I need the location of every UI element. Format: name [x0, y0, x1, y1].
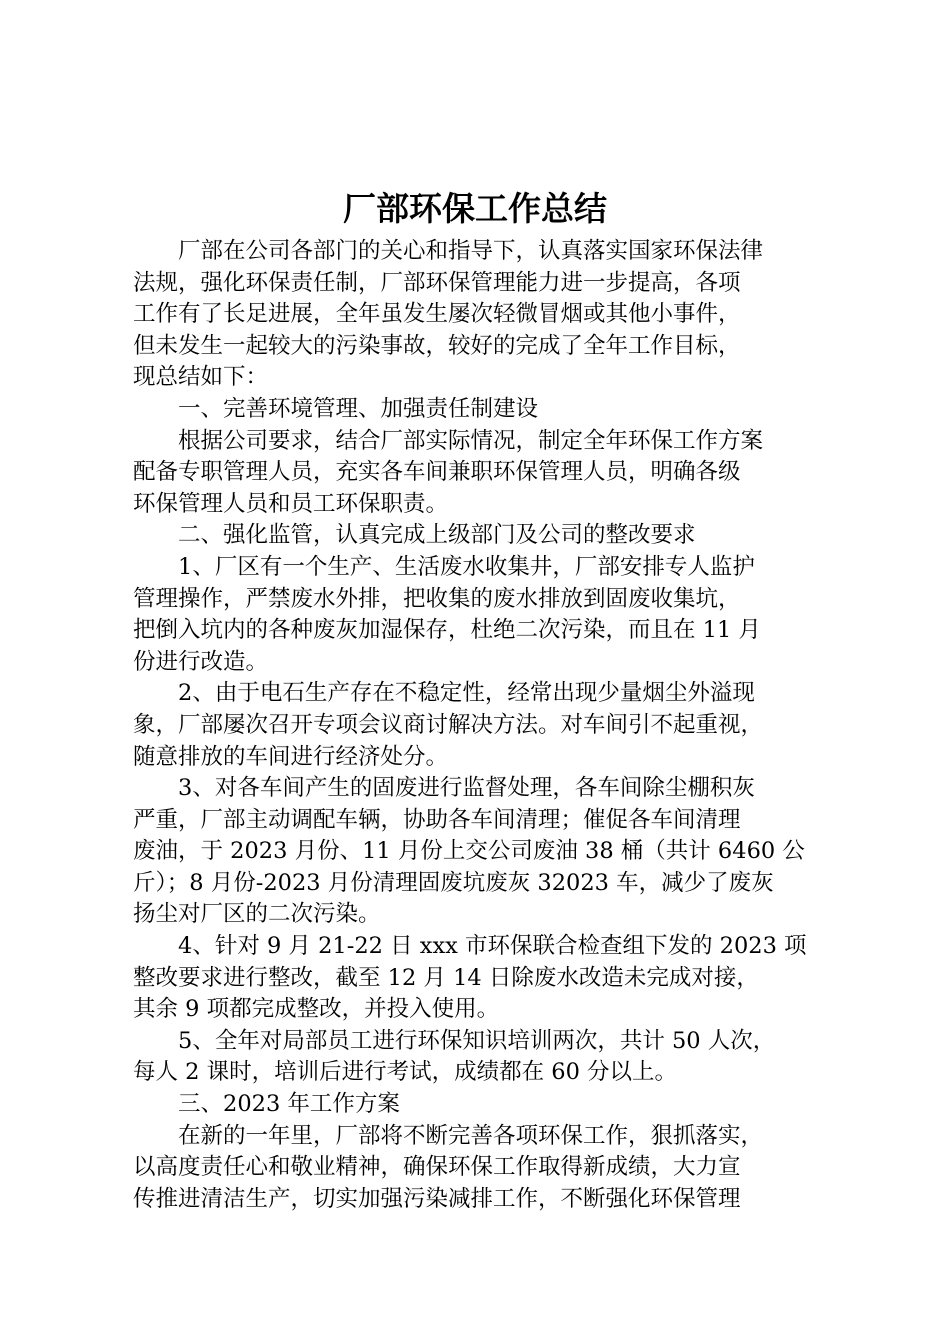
body-line: 但未发生一起较大的污染事故，较好的完成了全年工作目标，	[133, 332, 741, 359]
body-line: 扬尘对厂区的二次污染。	[133, 901, 381, 928]
body-line: 把倒入坑内的各种废灰加湿保存，杜绝二次污染，而且在 11 月	[133, 617, 761, 644]
document-title: 厂部环保工作总结	[343, 189, 607, 228]
body-line: 法规，强化环保责任制，厂部环保管理能力进一步提高，各项	[133, 269, 741, 296]
body-line: 随意排放的车间进行经济处分。	[133, 743, 449, 770]
body-line: 一、完善环境管理、加强责任制建设	[178, 395, 539, 422]
body-line: 象，厂部屡次召开专项会议商讨解决方法。对车间引不起重视，	[133, 711, 764, 738]
document-body	[133, 236, 833, 1215]
body-line: 三、2023 年工作方案	[178, 1091, 400, 1118]
body-line: 3、对各车间产生的固废进行监督处理，各车间除尘棚积灰	[178, 775, 755, 802]
body-line: 以高度责任心和敬业精神，确保环保工作取得新成绩，大力宣	[133, 1154, 741, 1181]
body-line: 传推进清洁生产，切实加强污染减排工作，不断强化环保管理	[133, 1185, 741, 1212]
body-line: 5、全年对局部员工进行环保知识培训两次，共计 50 人次，	[178, 1027, 776, 1054]
body-line: 严重，厂部主动调配车辆，协助各车间清理；催促各车间清理	[133, 806, 741, 833]
body-line: 2、由于电石生产存在不稳定性，经常出现少量烟尘外溢现	[178, 680, 755, 707]
body-line: 厂部在公司各部门的关心和指导下，认真落实国家环保法律	[178, 238, 764, 264]
body-line: 二、强化监管，认真完成上级部门及公司的整改要求	[178, 522, 696, 549]
body-line: 环保管理人员和员工环保职责。	[133, 490, 449, 517]
body-line: 份进行改造。	[133, 648, 269, 675]
body-line: 工作有了长足进展，全年虽发生屡次轻微冒烟或其他小事件，	[133, 301, 741, 328]
body-line: 每人 2 课时，培训后进行考试，成绩都在 60 分以上。	[133, 1059, 678, 1086]
body-line: 其余 9 项都完成整改，并投入使用。	[133, 996, 500, 1023]
body-line: 1、厂区有一个生产、生活废水收集井，厂部安排专人监护	[178, 553, 755, 580]
body-line: 斤）；8 月份-2023 月份清理固废坑废灰 32023 车，减少了废灰	[133, 869, 774, 896]
body-line: 根据公司要求，结合厂部实际情况，制定全年环保工作方案	[178, 427, 764, 454]
body-line: 废油，于 2023 月份、11 月份上交公司废油 38 桶（共计 6460 公	[133, 838, 805, 865]
body-line: 整改要求进行整改，截至 12 月 14 日除废水改造未完成对接，	[133, 964, 759, 991]
body-line: 4、针对 9 月 21-22 日 xxx 市环保联合检查组下发的 2023 项	[178, 933, 807, 960]
body-line: 配备专职管理人员，充实各车间兼职环保管理人员，明确各级	[133, 459, 741, 486]
body-line: 管理操作，严禁废水外排，把收集的废水排放到固废收集坑，	[133, 585, 741, 612]
body-line: 在新的一年里，厂部将不断完善各项环保工作，狠抓落实，	[178, 1122, 764, 1149]
body-line: 现总结如下：	[133, 364, 269, 391]
